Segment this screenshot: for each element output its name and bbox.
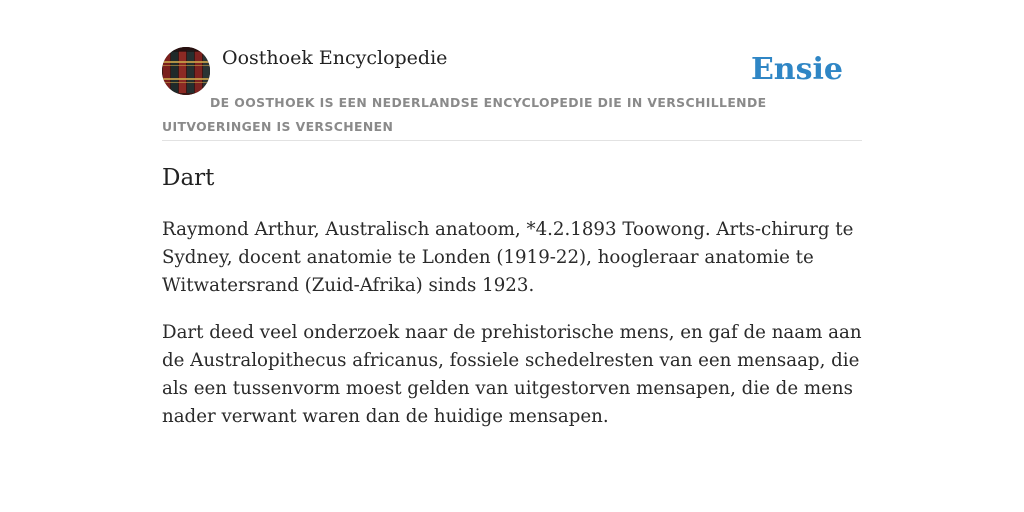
- article-title: Dart: [162, 165, 215, 191]
- article-paragraph: Raymond Arthur, Australisch anatoom, *4.2.1893 Toowong. Arts-chirurg te Sydney, docent anatomie te Londen (1919-22), hoogleraar anatomie te Witwatersrand (Zuid-Afrika) sinds 1923.: [162, 219, 854, 296]
- publication-title[interactable]: Oosthoek Encyclopedie: [222, 47, 448, 69]
- article-paragraph: Dart deed veel onderzoek naar de prehistorische mens, en gaf de naam aan de Australopithecus africanus, fossiele schedelresten van een mensaap, die als een tussenvorm moest gelden van uitgestorven mensapen, die de mens nader verwant waren dan de huidige mensapen.: [162, 322, 862, 427]
- brand-logo[interactable]: Ensie: [750, 52, 843, 87]
- encyclopedia-books-icon: [162, 47, 210, 95]
- publication-description: DE OOSTHOEK IS EEN NEDERLANDSE ENCYCLOPEDIE DIE IN VERSCHILLENDE UITVOERINGEN IS VERSCHENEN: [162, 95, 767, 134]
- publication-header: [162, 46, 862, 141]
- publication-avatar[interactable]: [162, 47, 210, 95]
